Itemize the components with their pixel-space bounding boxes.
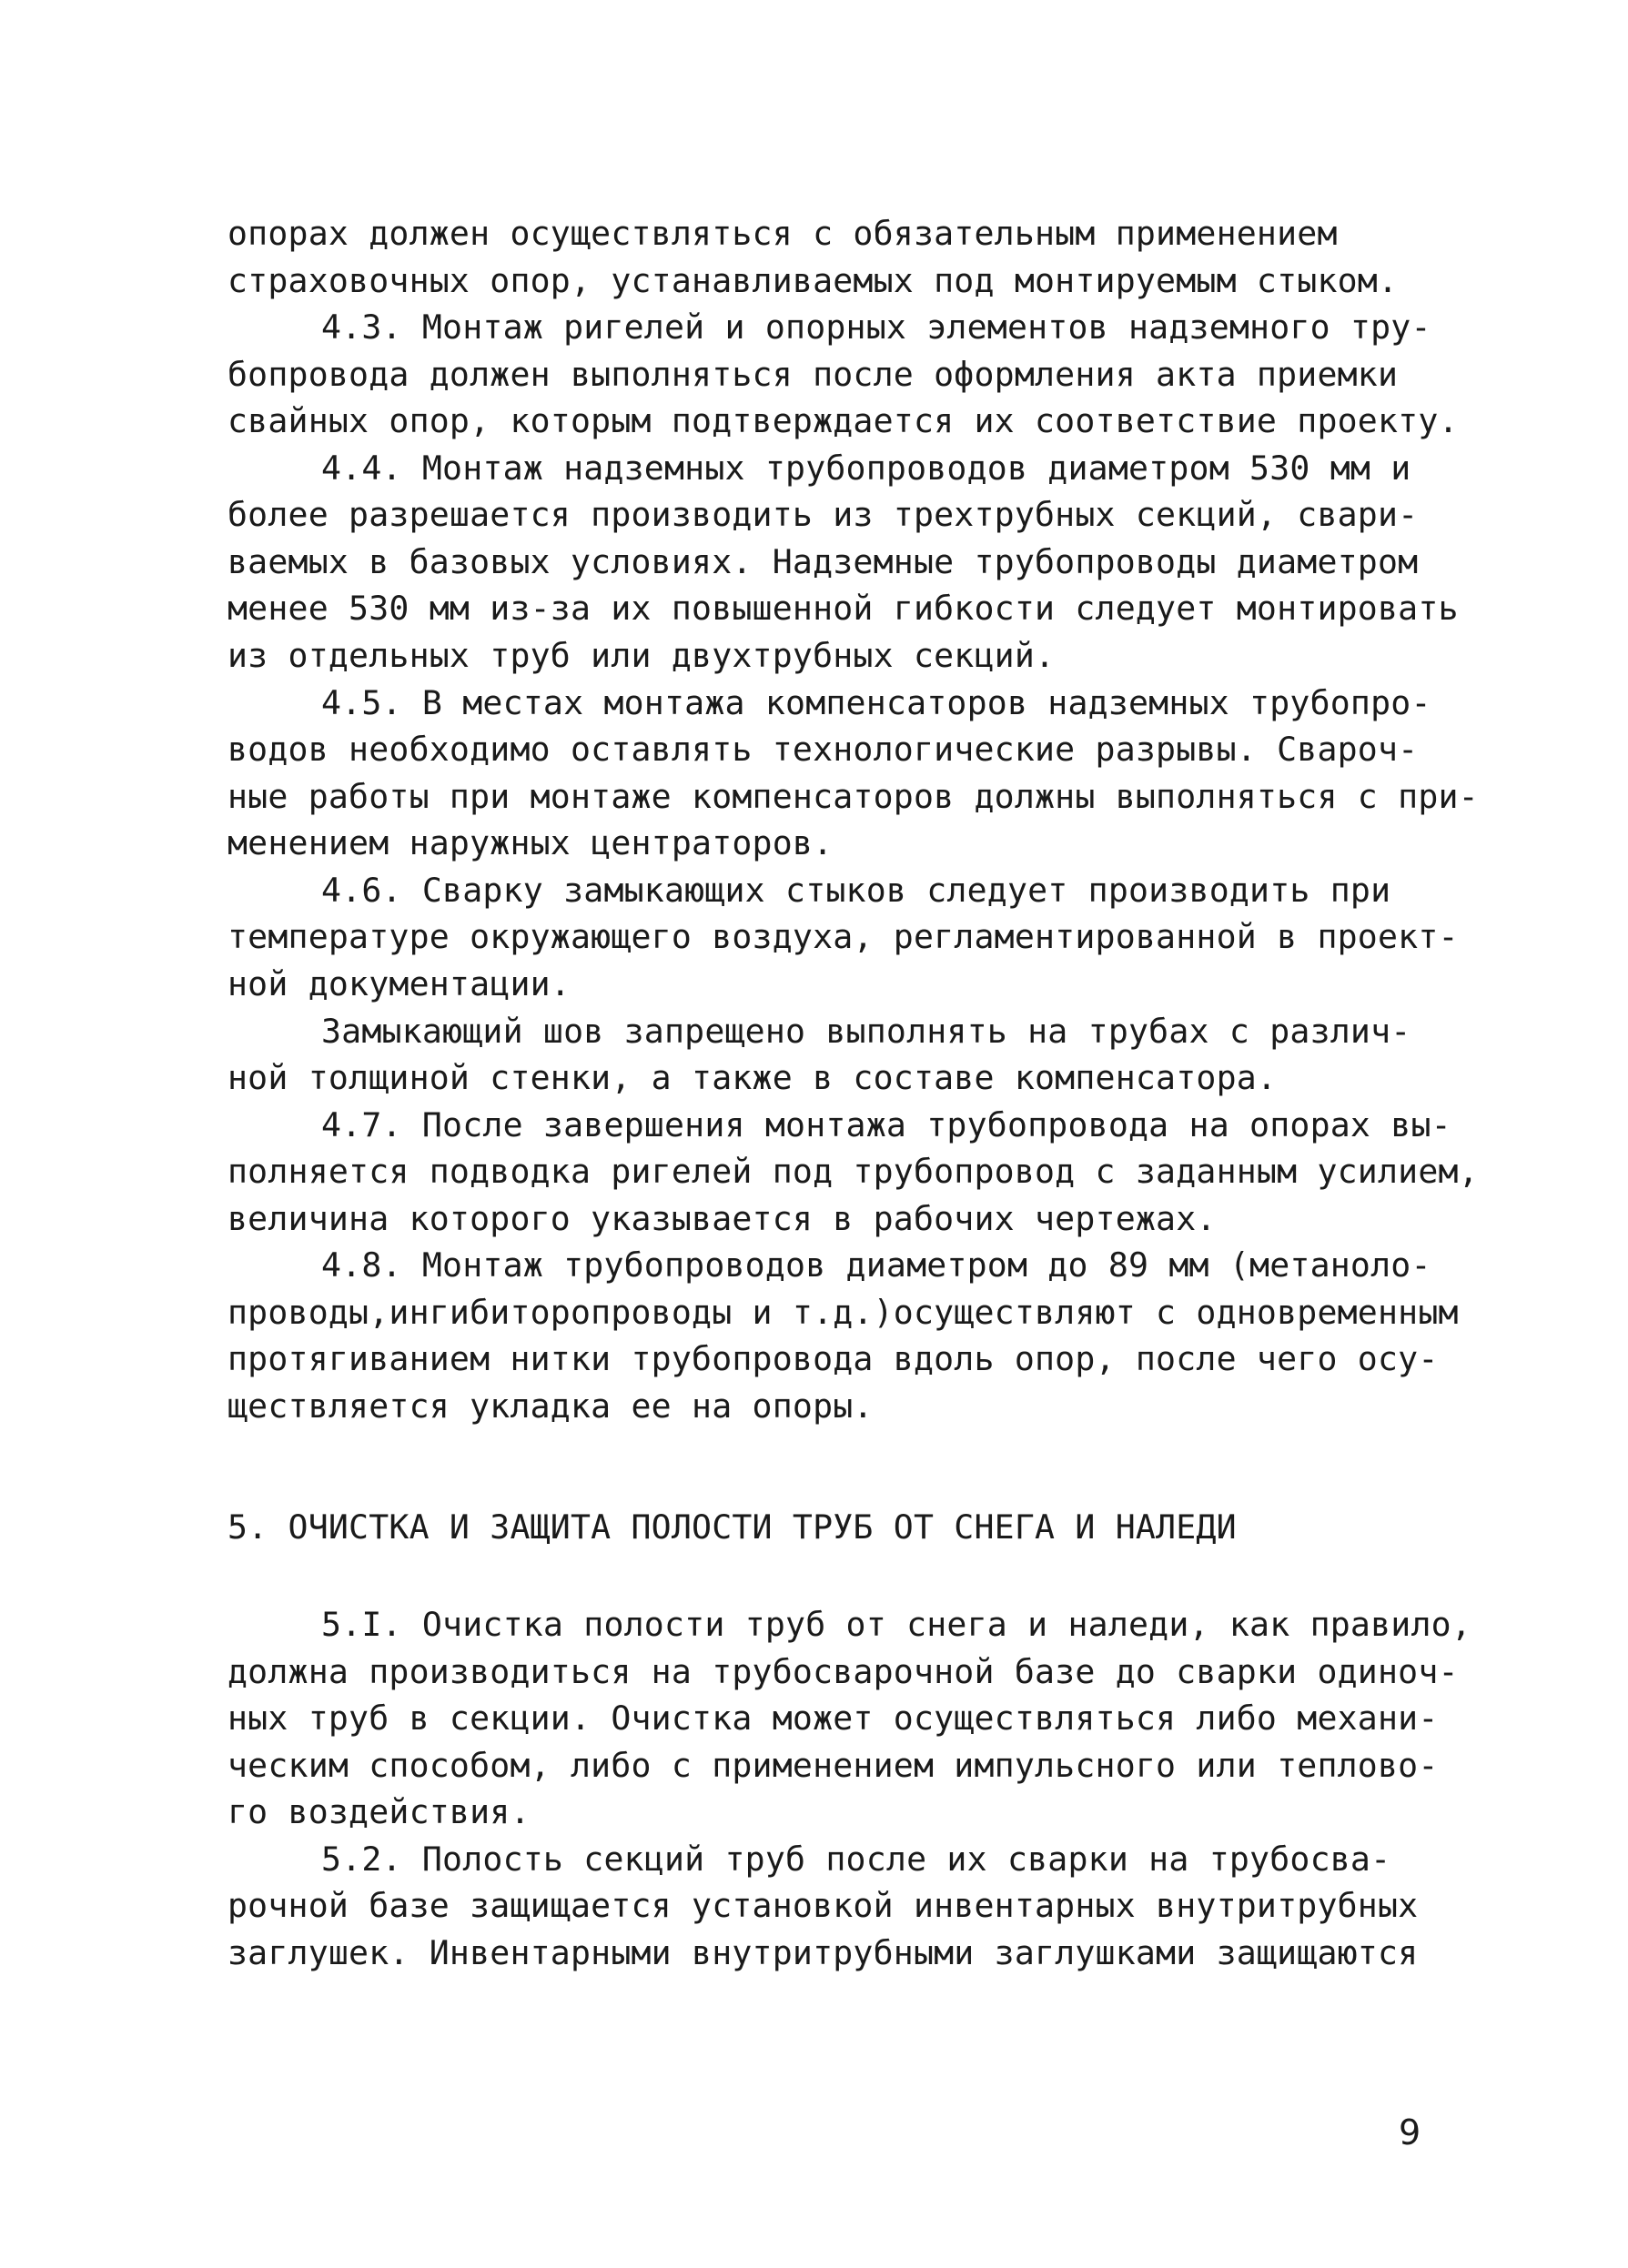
- text-line: 4.3. Монтаж ригелей и опорных элементов надземного тру-: [321, 307, 1431, 347]
- text-line: го воздействия.: [228, 1792, 531, 1831]
- text-line: должна производиться на трубосварочной базе до сварки одиноч-: [228, 1652, 1459, 1691]
- text-line: 5.2. Полость секций труб после их сварки на трубосва-: [321, 1840, 1391, 1879]
- text-line: 4.5. В местах монтажа компенсаторов надземных трубопро-: [321, 683, 1431, 722]
- page-number: 9: [1399, 2112, 1421, 2152]
- text-line: величина которого указывается в рабочих чертежах.: [228, 1199, 1217, 1238]
- text-line: менением наружных центраторов.: [228, 823, 834, 862]
- text-line: ных труб в секции. Очистка может осуществляться либо механи-: [228, 1698, 1439, 1738]
- text-line: опорах должен осуществляться с обязательным применением: [228, 214, 1338, 253]
- text-line: водов необходимо оставлять технологические разрывы. Свароч-: [228, 730, 1419, 769]
- text-line: заглушек. Инвентарными внутритрубными заглушками защищаются: [228, 1933, 1419, 1972]
- section-heading: 5. ОЧИСТКА И ЗАЩИТА ПОЛОСТИ ТРУБ ОТ СНЕГА И НАЛЕДИ: [228, 1507, 1237, 1547]
- text-line: рочной базе защищается установкой инвентарных внутритрубных: [228, 1886, 1419, 1925]
- text-line: температуре окружающего воздуха, регламентированной в проект-: [228, 917, 1459, 956]
- text-line: менее 530 мм из-за их повышенной гибкости следует монтировать: [228, 589, 1459, 628]
- text-line: свайных опор, которым подтверждается их соответствие проекту.: [228, 401, 1459, 440]
- text-line: 4.8. Монтаж трубопроводов диаметром до 89 мм (метаноло-: [321, 1245, 1431, 1285]
- text-line: более разрешается производить из трехтрубных секций, свари-: [228, 495, 1419, 534]
- text-line: ной документации.: [228, 964, 571, 1003]
- text-line: 4.7. После завершения монтажа трубопровода на опорах вы-: [321, 1105, 1451, 1144]
- text-line: ные работы при монтаже компенсаторов должны выполняться с при-: [228, 777, 1479, 816]
- text-line: протягиванием нитки трубопровода вдоль опор, после чего осу-: [228, 1339, 1439, 1378]
- text-line: ческим способом, либо с применением импульсного или теплово-: [228, 1746, 1439, 1785]
- text-line: проводы,ингибиторопроводы и т.д.)осуществляют с одновременным: [228, 1293, 1459, 1332]
- text-line: 5.I. Очистка полости труб от снега и наледи, как правило,: [321, 1605, 1471, 1644]
- text-line: ществляется укладка ее на опоры.: [228, 1386, 874, 1426]
- text-line: 4.6. Сварку замыкающих стыков следует производить при: [321, 871, 1391, 910]
- text-line: из отдельных труб или двухтрубных секций.: [228, 636, 1056, 675]
- text-line: полняется подводка ригелей под трубопровод с заданным усилием,: [228, 1152, 1479, 1191]
- text-line: 4.4. Монтаж надземных трубопроводов диаметром 530 мм и: [321, 449, 1411, 488]
- text-line: Замыкающий шов запрещено выполнять на трубах с различ-: [321, 1012, 1411, 1051]
- text-line: бопровода должен выполняться после оформления акта приемки: [228, 355, 1399, 394]
- text-line: ной толщиной стенки, а также в составе компенсатора.: [228, 1058, 1278, 1097]
- text-line: страховочных опор, устанавливаемых под монтируемым стыком.: [228, 261, 1399, 300]
- text-line: ваемых в базовых условиях. Надземные трубопроводы диаметром: [228, 542, 1419, 581]
